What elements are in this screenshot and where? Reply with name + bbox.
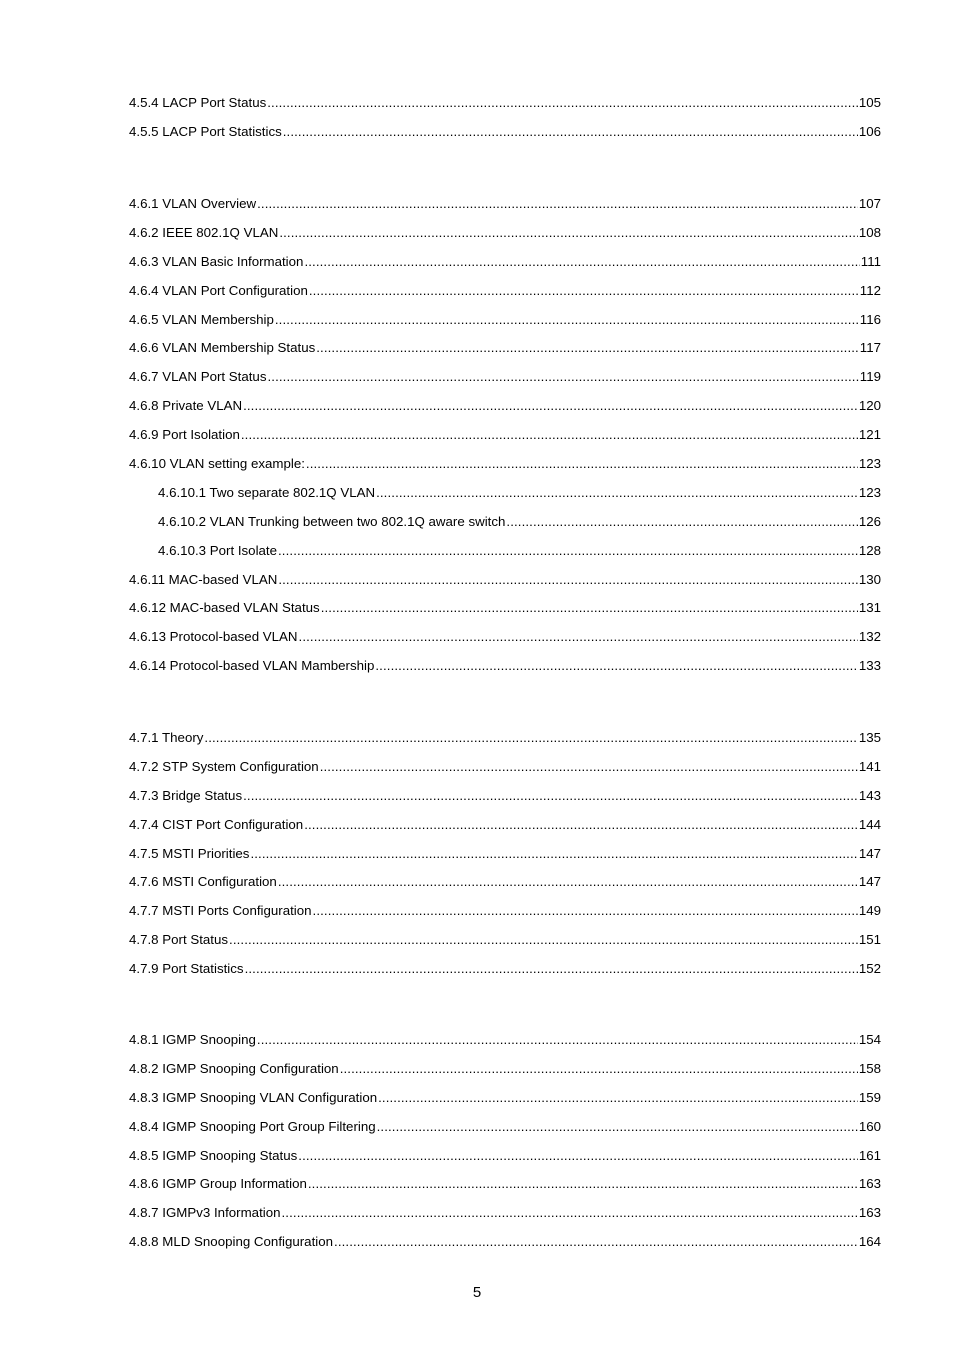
toc-entry-title: 4.8.6 IGMP Group Information [129,1176,307,1192]
toc-leader-dots [299,629,858,645]
toc-entry[interactable] [129,874,881,903]
toc-entry-title: 4.5.4 LACP Port Status [129,95,267,110]
toc-entry-title: 4.7.5 MSTI Priorities [129,845,250,861]
toc-entry[interactable] [129,730,881,759]
toc-leader-dots [257,1032,858,1048]
toc-entry[interactable] [129,903,881,932]
toc-entry-page: 130 [858,571,881,587]
toc-entry[interactable] [129,961,881,990]
toc-leader-dots [306,456,858,472]
toc-entry-title: 4.8.4 IGMP Snooping Port Group Filtering [129,1118,376,1134]
toc-leader-dots [278,543,858,559]
toc-entry[interactable] [129,658,881,687]
toc-entry-page: 107 [858,196,881,211]
toc-entry[interactable] [129,846,881,875]
toc-entry[interactable] [129,932,881,961]
toc-entry-title: 4.8.5 IGMP Snooping Status [129,1147,298,1163]
toc-entry-page: 121 [858,427,881,443]
toc-entry-page: 135 [858,730,881,745]
toc-leader-dots [257,196,858,212]
toc-leader-dots [267,95,858,111]
toc-entry-page: 163 [858,1205,881,1221]
toc-entry-title: 4.6.10.2 VLAN Trunking between two 802.1Q aware switch [158,513,506,529]
toc-leader-dots [506,514,857,530]
toc-entry-page: 133 [858,658,881,674]
toc-entry-title: 4.6.10.3 Port Isolate [158,542,278,558]
toc-leader-dots [316,340,859,356]
toc-entry-page: 123 [858,484,881,500]
toc-entry-page: 160 [858,1118,881,1134]
toc-entry-title: 4.6.8 Private VLAN [129,398,243,414]
toc-leader-dots [340,1061,858,1077]
toc-leader-dots [334,1234,858,1250]
toc-entry[interactable] [129,759,881,788]
toc-leader-dots [375,658,857,674]
toc-entry-page: 108 [858,224,881,240]
toc-entry-page: 152 [858,961,881,977]
toc-entry-page: 116 [859,311,881,327]
toc-leader-dots [376,485,858,501]
toc-entry-page: 120 [858,398,881,414]
toc-entry-title: 4.8.3 IGMP Snooping VLAN Configuration [129,1089,378,1105]
toc-entry-page: 111 [860,253,881,269]
toc-entry[interactable] [129,1032,881,1061]
toc-entry-title: 4.6.12 MAC-based VLAN Status [129,600,320,616]
toc-entry-page: 126 [858,513,881,529]
toc-entry-page: 159 [858,1089,881,1105]
toc-entry-title: 4.7.3 Bridge Status [129,787,243,803]
toc-leader-dots [320,759,858,775]
toc-leader-dots [309,283,859,299]
toc-entry[interactable] [129,456,881,485]
toc-leader-dots [313,903,858,919]
toc-entry-title: 4.6.11 MAC-based VLAN [129,571,278,587]
toc-entry-page: 144 [858,816,881,832]
toc-group-vlan [129,196,881,687]
toc-entry-title: 4.6.10 VLAN setting example: [129,456,305,472]
toc-entry-page: 143 [858,787,881,803]
toc-leader-dots [267,369,858,385]
toc-leader-dots [241,427,858,443]
toc-entry-title: 4.8.1 IGMP Snooping [129,1032,256,1047]
toc-entry[interactable] [129,485,881,514]
toc-leader-dots [282,1205,858,1221]
toc-entry-title: 4.6.2 IEEE 802.1Q VLAN [129,224,279,240]
toc-entry-title: 4.7.2 STP System Configuration [129,758,319,774]
toc-leader-dots [229,932,858,948]
toc-entry-title: 4.8.8 MLD Snooping Configuration [129,1234,334,1250]
toc-leader-dots [298,1148,858,1164]
toc-entry-title: 4.6.3 VLAN Basic Information [129,253,304,269]
toc-entry-title: 4.6.10.1 Two separate 802.1Q VLAN [158,484,376,500]
toc-entry[interactable] [129,543,881,572]
toc-entry[interactable] [129,340,881,369]
toc-entry[interactable] [129,124,881,153]
toc-entry-title: 4.7.7 MSTI Ports Configuration [129,903,312,919]
toc-group-stp [129,730,881,990]
toc-leader-dots [378,1090,858,1106]
toc-leader-dots [283,124,858,140]
toc-entry-title: 4.6.6 VLAN Membership Status [129,340,316,356]
toc-entry[interactable] [129,788,881,817]
toc-entry[interactable] [129,1090,881,1119]
toc-entry-title: 4.7.1 Theory [129,730,204,745]
toc-entry-title: 4.6.5 VLAN Membership [129,311,274,327]
toc-entry[interactable] [129,1148,881,1177]
toc-entry[interactable] [129,600,881,629]
toc-entry[interactable] [129,283,881,312]
toc-leader-dots [243,398,858,414]
toc-entry-page: 163 [858,1176,881,1192]
toc-leader-dots [278,874,858,890]
toc-leader-dots [250,846,857,862]
toc-entry[interactable] [129,398,881,427]
toc-entry-page: 151 [858,932,881,948]
toc-entry[interactable] [129,312,881,341]
toc-entry-page: 161 [858,1147,881,1163]
toc-leader-dots [279,225,858,241]
toc-entry-page: 164 [858,1234,881,1250]
toc-entry-page: 147 [858,845,881,861]
toc-entry-title: 4.6.7 VLAN Port Status [129,369,267,385]
toc-entry[interactable] [129,817,881,846]
toc-entry[interactable] [129,427,881,456]
toc-leader-dots [321,600,858,616]
toc-entry-page: 132 [858,629,881,645]
toc-entry-page: 105 [858,95,881,110]
toc-leader-dots [304,817,858,833]
toc-entry[interactable] [129,1205,881,1234]
toc-entry[interactable] [129,225,881,254]
toc-entry-title: 4.7.9 Port Statistics [129,961,244,977]
toc-entry[interactable] [129,572,881,601]
toc-entry-page: 112 [859,282,881,298]
toc-entry[interactable] [129,196,881,225]
toc-entry-page: 128 [858,542,881,558]
toc-leader-dots [308,1176,858,1192]
toc-entry-page: 119 [859,369,881,385]
page-number: 5 [472,1284,482,1301]
toc-entry[interactable] [129,95,881,124]
toc-entry[interactable] [129,1176,881,1205]
toc-entry-page: 131 [858,600,881,616]
toc-entry-title: 4.8.7 IGMPv3 Information [129,1205,281,1221]
toc-entry-title: 4.8.2 IGMP Snooping Configuration [129,1060,339,1076]
toc-entry-title: 4.6.4 VLAN Port Configuration [129,282,308,298]
toc-entry-title: 4.7.8 Port Status [129,932,229,948]
toc-entry-title: 4.6.14 Protocol-based VLAN Mambership [129,658,375,674]
toc-leader-dots [204,730,857,746]
toc-entry[interactable] [129,1061,881,1090]
toc-leader-dots [377,1119,858,1135]
toc-leader-dots [278,572,858,588]
toc-entry[interactable] [129,254,881,283]
toc-entry-page: 154 [858,1032,881,1047]
toc-entry[interactable] [129,369,881,398]
toc-entry[interactable] [129,629,881,658]
toc-entry-page: 147 [858,874,881,890]
toc-entry-page: 158 [858,1060,881,1076]
toc-entry-title: 4.7.6 MSTI Configuration [129,874,277,890]
toc-leader-dots [245,961,858,977]
toc-entry-page: 123 [858,456,881,472]
toc-entry-title: 4.5.5 LACP Port Statistics [129,123,282,139]
toc-group-lacp [129,95,881,153]
toc-leader-dots [275,312,859,328]
toc-leader-dots [243,788,858,804]
toc-entry-title: 4.6.1 VLAN Overview [129,196,257,211]
toc-leader-dots [304,254,859,270]
toc-group-igmp [129,1032,881,1263]
toc-entry-page: 149 [858,903,881,919]
toc-entry-page: 117 [859,340,881,356]
toc-entry-page: 141 [858,758,881,774]
toc-entry-title: 4.6.9 Port Isolation [129,427,240,443]
toc-entry-title: 4.7.4 CIST Port Configuration [129,816,304,832]
toc-entry-page: 106 [858,123,881,139]
toc-entry[interactable] [129,1234,881,1263]
toc-entry-title: 4.6.13 Protocol-based VLAN [129,629,298,645]
toc-entry[interactable] [129,1119,881,1148]
toc-entry[interactable] [129,514,881,543]
